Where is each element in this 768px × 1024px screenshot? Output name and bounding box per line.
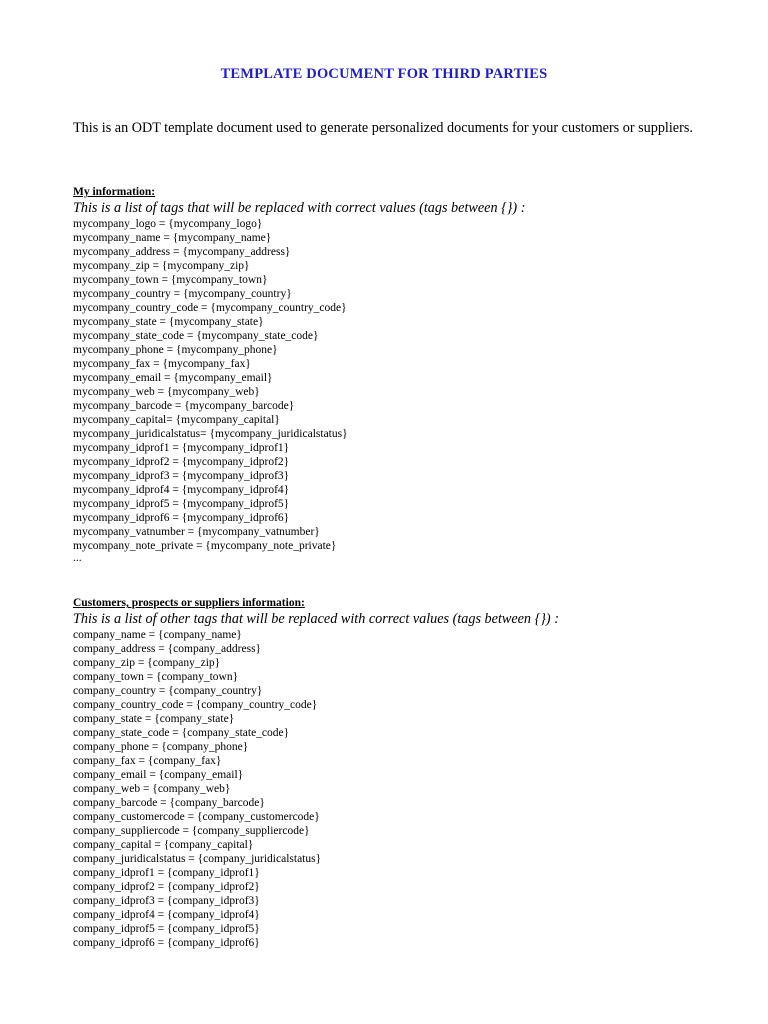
- tag-line: company_idprof1 = {company_idprof1}: [73, 867, 260, 879]
- tag-line: mycompany_idprof1 = {mycompany_idprof1}: [73, 442, 290, 454]
- tag-line: mycompany_country = {mycompany_country}: [73, 288, 292, 300]
- tag-line: company_state_code = {company_state_code}: [73, 727, 290, 739]
- tag-line: mycompany_capital= {mycompany_capital}: [73, 414, 280, 426]
- tag-line: company_town = {company_town}: [73, 671, 239, 683]
- tag-line: company_email = {company_email}: [73, 769, 244, 781]
- company-information-tag-list: [73, 628, 713, 950]
- tag-line: company_barcode = {company_barcode}: [73, 797, 265, 809]
- company-information-section: [73, 596, 713, 950]
- tag-line: mycompany_web = {mycompany_web}: [73, 386, 260, 398]
- tag-line: mycompany_note_private = {mycompany_note_private}: [73, 540, 337, 552]
- tag-line: company_idprof6 = {company_idprof6}: [73, 937, 260, 949]
- tag-line: company_idprof4 = {company_idprof4}: [73, 909, 260, 921]
- tag-line: mycompany_idprof6 = {mycompany_idprof6}: [73, 512, 290, 524]
- tag-line: company_juridicalstatus = {company_juridicalstatus}: [73, 853, 322, 865]
- tag-line: company_idprof2 = {company_idprof2}: [73, 881, 260, 893]
- tag-line: company_address = {company_address}: [73, 643, 262, 655]
- tag-line: company_phone = {company_phone}: [73, 741, 249, 753]
- my-information-section: [73, 185, 713, 563]
- tag-line: mycompany_vatnumber = {mycompany_vatnumber}: [73, 526, 320, 538]
- intro-paragraph: This is an ODT template document used to generate personalized documents for your customers or suppliers.: [73, 120, 693, 136]
- tag-line: company_country_code = {company_country_code}: [73, 699, 318, 711]
- tag-line: company_country = {company_country}: [73, 685, 263, 697]
- tag-line: mycompany_barcode = {mycompany_barcode}: [73, 400, 295, 412]
- tag-line: company_capital = {company_capital}: [73, 839, 254, 851]
- tag-line: company_idprof5 = {company_idprof5}: [73, 923, 260, 935]
- tag-line: mycompany_logo = {mycompany_logo}: [73, 218, 263, 230]
- tag-line: mycompany_idprof2 = {mycompany_idprof2}: [73, 456, 290, 468]
- my-information-heading: My information:: [73, 186, 156, 198]
- tag-line: company_fax = {company_fax}: [73, 755, 222, 767]
- tag-line: mycompany_state = {mycompany_state}: [73, 316, 264, 328]
- tag-line: mycompany_fax = {mycompany_fax}: [73, 358, 251, 370]
- list-ellipsis: ...: [73, 552, 82, 564]
- tag-line: company_idprof3 = {company_idprof3}: [73, 895, 260, 907]
- tag-line: mycompany_name = {mycompany_name}: [73, 232, 272, 244]
- tag-line: mycompany_phone = {mycompany_phone}: [73, 344, 278, 356]
- tag-line: mycompany_idprof3 = {mycompany_idprof3}: [73, 470, 290, 482]
- tag-line: mycompany_idprof5 = {mycompany_idprof5}: [73, 498, 290, 510]
- tag-line: mycompany_idprof4 = {mycompany_idprof4}: [73, 484, 290, 496]
- tag-line: mycompany_town = {mycompany_town}: [73, 274, 268, 286]
- tag-line: mycompany_country_code = {mycompany_country_code}: [73, 302, 347, 314]
- tag-line: company_web = {company_web}: [73, 783, 231, 795]
- tag-line: mycompany_address = {mycompany_address}: [73, 246, 291, 258]
- tag-line: company_customercode = {company_customercode}: [73, 811, 320, 823]
- company-information-description: This is a list of other tags that will be replaced with correct values (tags between {}) :: [73, 611, 559, 627]
- my-information-description: This is a list of tags that will be replaced with correct values (tags between {}) :: [73, 200, 526, 216]
- tag-line: company_state = {company_state}: [73, 713, 235, 725]
- tag-line: mycompany_zip = {mycompany_zip}: [73, 260, 250, 272]
- tag-line: company_name = {company_name}: [73, 629, 242, 641]
- tag-line: mycompany_state_code = {mycompany_state_code}: [73, 330, 319, 342]
- tag-line: company_zip = {company_zip}: [73, 657, 221, 669]
- tag-line: mycompany_email = {mycompany_email}: [73, 372, 273, 384]
- document-title: TEMPLATE DOCUMENT FOR THIRD PARTIES: [220, 66, 548, 82]
- company-information-heading: Customers, prospects or suppliers information:: [73, 597, 305, 609]
- my-information-tag-list: [73, 217, 713, 553]
- tag-line: mycompany_juridicalstatus= {mycompany_juridicalstatus}: [73, 428, 348, 440]
- tag-line: company_suppliercode = {company_suppliercode}: [73, 825, 310, 837]
